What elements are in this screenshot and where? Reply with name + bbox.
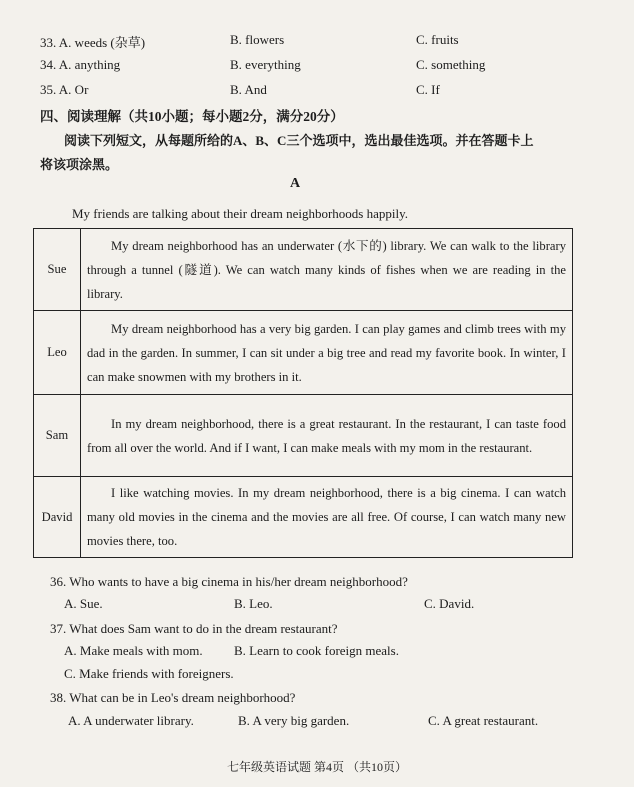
passage-intro: My friends are talking about their dream neighborhoods happily. xyxy=(72,206,408,221)
q36-option-c: C. David. xyxy=(424,596,475,611)
row-name: David xyxy=(34,477,81,558)
row-name: Sam xyxy=(34,395,81,477)
row-text-content: My dream neighborhood has a very big garden. I can play games and climb trees with my dad in the garden. In summer, I can sit under a big tree and read my favorite book. In winter, I can make snowmen with my brothers in it. xyxy=(87,321,566,384)
q33-number: 33. xyxy=(40,35,57,50)
q37-option-b: B. Learn to cook foreign meals. xyxy=(234,643,399,658)
q36-stem: 36. Who wants to have a big cinema in his/her dream neighborhood? xyxy=(50,574,408,589)
q33-option-a xyxy=(40,32,145,51)
q34-a-text: A. anything xyxy=(58,57,121,72)
q34-option-c: C. something xyxy=(416,57,486,72)
q37-option-c: C. Make friends with foreigners. xyxy=(64,666,234,681)
q35-a-text: A. Or xyxy=(58,82,89,97)
q38-option-a: A. A underwater library. xyxy=(68,713,194,728)
dream-neighborhood-table xyxy=(33,228,573,558)
q33-option-c: C. fruits xyxy=(416,32,459,47)
instruction-line-1: 阅读下列短文，从每题所给的A、B、C三个选项中，选出最佳选项。并在答题卡上 xyxy=(64,133,534,148)
row-text-content: My dream neighborhood has an underwater (水下的) library. We can walk to the library through a tunnel (隧道). We can watch many kinds of fishes when we are reading in the library. xyxy=(87,238,566,301)
q35-number: 35. xyxy=(40,82,57,97)
q33-option-b: B. flowers xyxy=(230,32,285,47)
q37-stem: 37. What does Sam want to do in the dream restaurant? xyxy=(50,621,338,636)
row-text xyxy=(81,477,573,558)
q35-option-c: C. If xyxy=(416,82,440,97)
q36-option-a: A. Sue. xyxy=(64,596,103,611)
q34-option-a xyxy=(40,57,120,73)
instruction-line-2: 将该项涂黑。 xyxy=(40,157,119,172)
q33-a-text: A. weeds (杂草) xyxy=(58,35,146,50)
table-row xyxy=(34,311,573,395)
section-title: 四、阅读理解（共10小题；每小题2分，满分20分） xyxy=(40,109,344,124)
passage-label: A xyxy=(290,176,301,191)
row-name: Sue xyxy=(34,229,81,311)
table-row xyxy=(34,395,573,477)
q38-stem: 38. What can be in Leo's dream neighborhood? xyxy=(50,690,296,705)
row-text xyxy=(81,395,573,477)
q34-option-b: B. everything xyxy=(230,57,301,72)
page-footer: 七年级英语试题 第4页 （共10页） xyxy=(226,760,407,774)
row-name: Leo xyxy=(34,311,81,395)
q34-number: 34. xyxy=(40,57,57,72)
q35-option-a xyxy=(40,82,88,98)
q37-option-a: A. Make meals with mom. xyxy=(64,643,203,658)
row-text-content: I like watching movies. In my dream neighborhood, there is a big cinema. I can watch many old movies in the cinema and the movies are all free. Of course, I can watch many new movies there, too. xyxy=(87,486,566,548)
q36-option-b: B. Leo. xyxy=(234,596,273,611)
q38-option-c: C. A great restaurant. xyxy=(428,713,539,728)
table-row xyxy=(34,477,573,558)
row-text-content: In my dream neighborhood, there is a great restaurant. In the restaurant, I can taste food from all over the world. And if I want, I can make meals with my mom in the restaurant. xyxy=(87,416,566,455)
q38-option-b: B. A very big garden. xyxy=(238,713,350,728)
q35-option-b: B. And xyxy=(230,82,267,97)
row-text xyxy=(81,311,573,395)
table-row xyxy=(34,229,573,311)
row-text xyxy=(81,229,573,311)
